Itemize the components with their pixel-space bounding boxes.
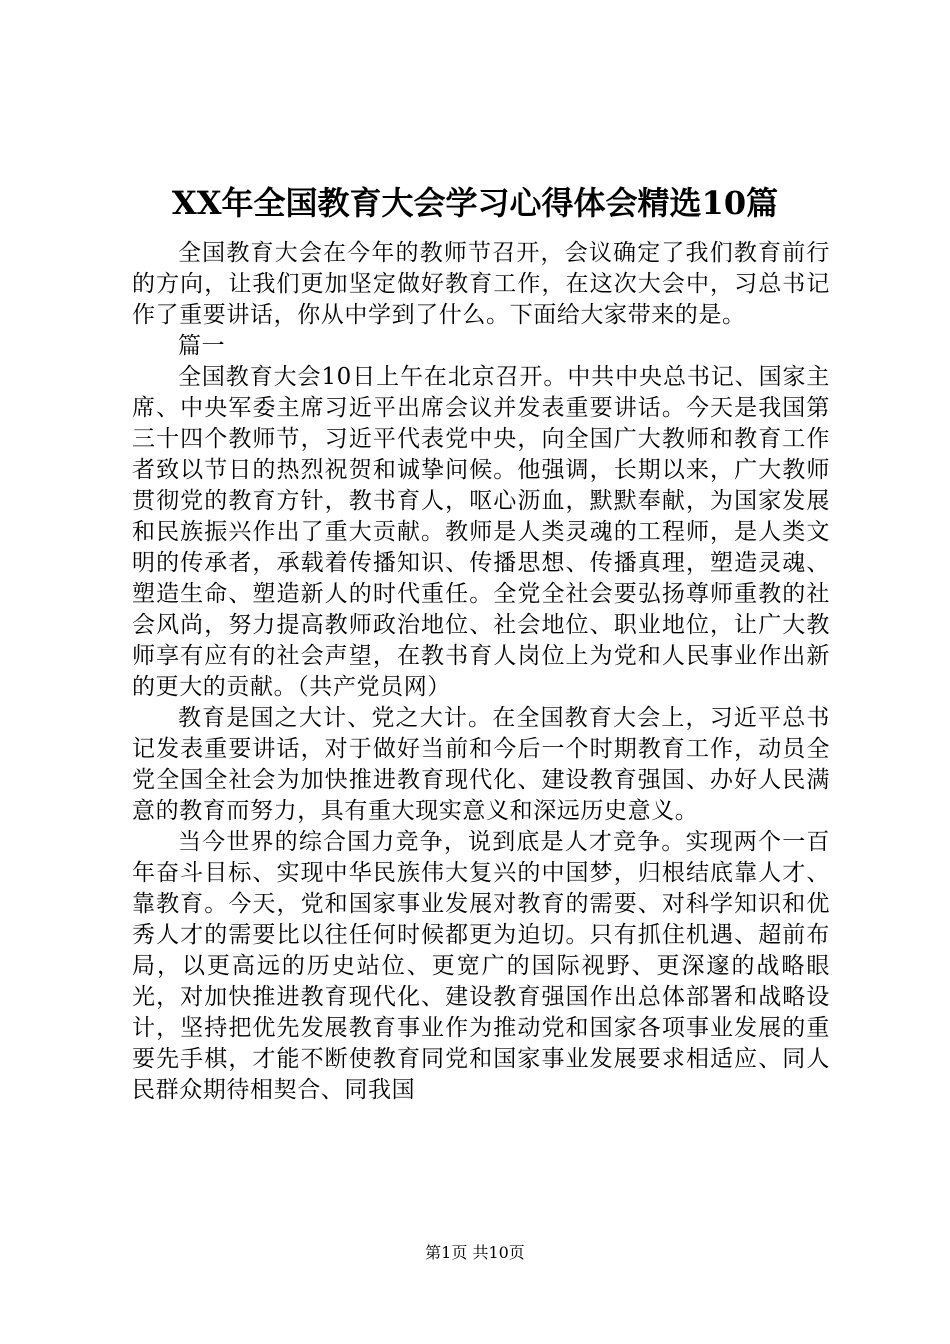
paragraph-intro: 全国教育大会在今年的教师节召开，会议确定了我们教育前行的方向，让我们更加坚定做好教育工作，在这次大会中，习总书记作了重要讲话，你从中学到了什么。下面给大家带来的是。 [132,240,830,328]
paragraph: 全国教育大会10日上午在北京召开。中共中央总书记、国家主席、中央军委主席习近平出席会议并发表重要讲话。今天是我国第三十四个教师节，习近平代表党中央，向全国广大教师和教育工作者致以节日的热烈祝贺和诚挚问候。他强调，长期以来，广大教师贯彻党的教育方针，教书育人，呕心沥血，默默奉献，为国家发展和民族振兴作出了重大贡献。教师是人类灵魂的工程师，是人类文明的传承者，承载着传播知识、传播思想、传播真理，塑造灵魂、塑造生命、塑造新人的时代重任。全党全社会要弘扬尊师重教的社会风尚，努力提高教师政治地位、社会地位、职业地位，让广大教师享有应有的社会声望，在教书育人岗位上为党和人民事业作出新的更大的贡献。（共产党员网） [132,364,830,700]
document-title: XX年全国教育大会学习心得体会精选10篇 [171,184,779,222]
document-body [132,238,830,1106]
paragraph: 教育是国之大计、党之大计。在全国教育大会上，习近平总书记发表重要讲话，对于做好当前和今后一个时期教育工作，动员全党全国全社会为加快推进教育现代化、建设教育强国、办好人民满意的教育而努力，具有重大现实意义和深远历史意义。 [132,705,830,824]
section-heading: 篇一 [178,333,226,359]
paragraph: 当今世界的综合国力竞争，说到底是人才竞争。实现两个一百年奋斗目标、实现中华民族伟大复兴的中国梦，归根结底靠人才、靠教育。今天，党和国家事业发展对教育的需要、对科学知识和优秀人才的需要比以往任何时候都更为迫切。只有抓住机遇、超前布局，以更高远的历史站位、更宽广的国际视野、更深邃的战略眼光，对加快推进教育现代化、建设教育强国作出总体部署和战略设计，坚持把优先发展教育事业作为推动党和国家各项事业发展的重要先手棋，才能不断使教育同党和国家事业发展要求相适应、同人民群众期待相契合、同我国 [132,829,830,1103]
page-footer: 第1页 共10页 [425,1243,525,1262]
